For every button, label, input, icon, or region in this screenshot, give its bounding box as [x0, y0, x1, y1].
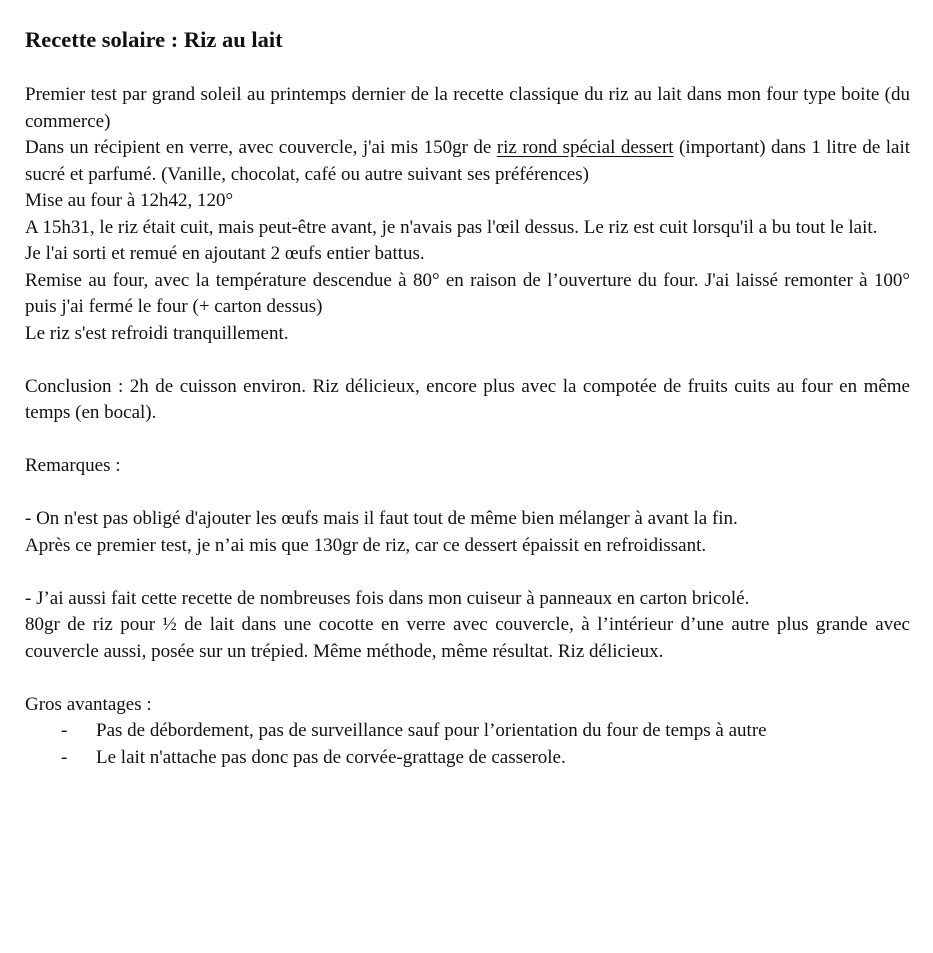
list-item-text: Le lait n'attache pas donc pas de corvée-grattage de casserole.	[96, 746, 566, 768]
list-item	[25, 745, 910, 772]
remarque-1-detail: Après ce premier test, je n’ai mis que 130gr de riz, car ce dessert épaissit en refroidissant.	[25, 534, 707, 556]
intro-ingredients	[25, 135, 910, 188]
remarque-1: - On n'est pas obligé d'ajouter les œufs mais il faut tout de même bien mélanger à avant la fin.	[25, 508, 738, 529]
spacer	[25, 665, 910, 692]
remarques-heading: Remarques :	[25, 455, 121, 476]
bullet-dash: -	[61, 746, 68, 768]
remarque-2-detail: 80gr de riz pour ½ de lait dans une cocotte en verre avec couvercle, à l’intérieur d’une autre plus grande avec couvercle aussi, posée sur un trépied. Même méthode, même résultat. Riz délicieux.	[25, 614, 910, 662]
spacer	[25, 347, 910, 374]
intro-eggs: Je l'ai sorti et remué en ajoutant 2 œufs entier battus.	[25, 243, 425, 264]
spacer	[25, 480, 910, 507]
list-item-text: Pas de débordement, pas de surveillance sauf pour l’orientation du four de temps à autre	[96, 720, 767, 741]
intro-ingredients-text-end: (important) dans 1 litre de lait sucré et parfumé. (Vanille, chocolat, café ou autre suivant ses préférences)	[25, 137, 910, 185]
bullet-dash: -	[61, 720, 68, 741]
recipe-title: Recette solaire : Riz au lait	[25, 27, 283, 52]
spacer	[25, 559, 910, 586]
spacer	[25, 427, 910, 454]
remarque-2: - J’ai aussi fait cette recette de nombreuses fois dans mon cuiseur à panneaux en carton bricolé.	[25, 587, 750, 609]
intro-start-time: Mise au four à 12h42, 120°	[25, 190, 234, 211]
avantages-list	[25, 718, 910, 771]
intro-cooked: A 15h31, le riz était cuit, mais peut-être avant, je n'avais pas l'œil dessus. Le riz est cuit lorsqu'il a bu tout le lait.	[25, 216, 878, 238]
document-page	[25, 26, 910, 771]
conclusion: Conclusion : 2h de cuisson environ. Riz délicieux, encore plus avec la compotée de fruits cuits au four en même temps (en bocal).	[25, 375, 910, 423]
avantages-heading: Gros avantages :	[25, 693, 152, 715]
rice-type-link[interactable]: riz rond spécial dessert	[496, 137, 674, 158]
intro-cooling: Le riz s'est refroidi tranquillement.	[25, 322, 289, 344]
intro-line: Premier test par grand soleil au printemps dernier de la recette classique du riz au lait dans mon four type boite (du commerce)	[25, 84, 910, 132]
list-item	[25, 718, 910, 745]
intro-ingredients-text: Dans un récipient en verre, avec couvercle, j'ai mis 150gr de	[25, 137, 497, 158]
intro-reheat: Remise au four, avec la température descendue à 80° en raison de l’ouverture du four. J'ai laissé remonter à 100° puis j'ai fermé le four (+ carton dessus)	[25, 269, 910, 317]
